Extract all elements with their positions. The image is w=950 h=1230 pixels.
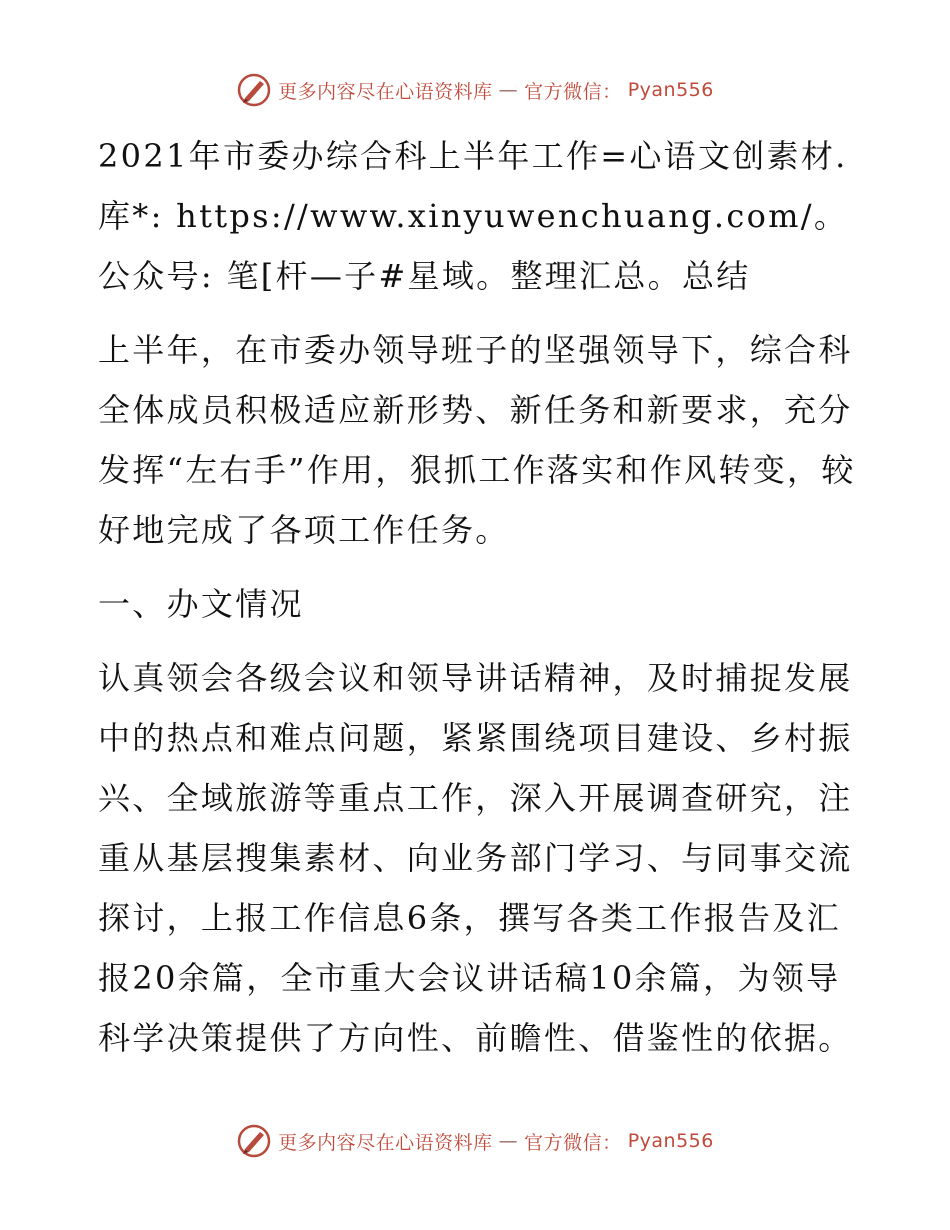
pen-logo-icon [236,1123,272,1159]
section-heading: 一、办文情况 [98,585,304,623]
watermark-footer [0,1123,950,1159]
watermark-wechat-id: Pyan556 [627,1130,714,1152]
pen-logo-icon [236,72,272,108]
watermark-header [0,72,950,108]
watermark-text: 更多内容尽在心语资料库 [278,80,493,103]
watermark-wechat-label: 官方微信： [524,80,622,103]
watermark-text: 更多内容尽在心语资料库 [278,1131,493,1154]
paragraph-intro: 上半年，在市委办领导班子的坚强领导下，综合科全体成员积极适应新形势、新任务和新要求，充分发挥“左右手”作用，狠抓工作落实和作风转变，较好地完成了各项工作任务。 [98,331,856,549]
watermark-wechat-id: Pyan556 [627,79,714,101]
document-body [98,126,858,1068]
paragraph-section-1: 认真领会各级会议和领导讲话精神，及时捕捉发展中的热点和难点问题，紧紧围绕项目建设、乡村振兴、全域旅游等重点工作，深入开展调查研究，注重从基层搜集素材、向业务部门学习、与同事交流探讨，上报工作信息6条，撰写各类工作报告及汇报20余篇，全市重大会议讲话稿10余篇，为领导科学决策提供了方向性、前瞻性、借鉴性的依据。 [98,659,853,1057]
watermark-separator: — [498,1130,519,1152]
document-title: 2021年市委办综合科上半年工作=心语文创素材.库*: https://www.xinyuwenchuang.com/。公众号: 笔[杆—子#星域。整理汇总。总结 [98,137,849,295]
watermark-wechat-label: 官方微信： [524,1131,622,1154]
watermark-separator: — [498,79,519,101]
